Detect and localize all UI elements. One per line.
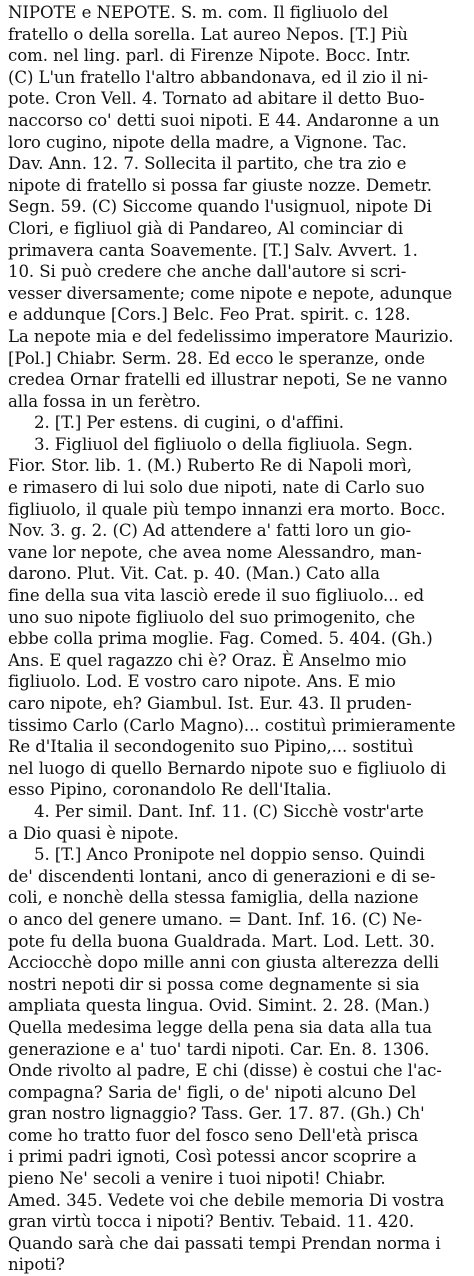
entry-text-line: Segn. 59. (C) Siccome quando l'usignuol, nipote Di (8, 197, 432, 217)
entry-text-line: Clori, e figliuol già di Pandareo, Al cominciar di (8, 218, 404, 238)
dictionary-entry-nipote (8, 2, 466, 1276)
sense-text-line: a Dio quasi è nipote. (8, 823, 179, 843)
entry-text-line: vesser diversamente; come nipote e nepote, adunque (8, 283, 453, 303)
sense-text-line: nipoti? (8, 1255, 65, 1275)
sense-text-line: generazione e a' tuo' tardi nipoti. Car. En. 8. 1306. (8, 1039, 430, 1059)
entry-text-line: e addunque [Cors.] Belc. Feo Prat. spirit. c. 128. (8, 305, 411, 325)
sense-text-line: de' discendenti lontani, anco di generazioni e di se- (8, 866, 436, 886)
sense-text-line: Fior. Stor. lib. 1. (M.) Ruberto Re di Napoli morì, (8, 456, 412, 476)
sense-heading-line: 3. Figliuol del figliuolo o della figliuola. Segn. (34, 434, 413, 454)
sense-text-line: gran nostro lignaggio? Tass. Ger. 17. 87. (Gh.) Ch' (8, 1104, 425, 1124)
sense-text-line: Re d'Italia il secondogenito suo Pipino,... sostituì (8, 737, 414, 757)
sense-text-line: o anco del genere umano. = Dant. Inf. 16. (C) Ne- (8, 909, 422, 929)
sense-text-line: fine della sua vita lasciò erede il suo figliuolo... ed (8, 586, 424, 606)
entry-text-line: alla fossa in un ferètro. (8, 391, 201, 411)
sense-text-line: figliuolo. Lod. E vostro caro nipote. Ans. E mio (8, 672, 396, 692)
sense-text-line: pieno Ne' secoli a venire i tuoi nipoti! Chiabr. (8, 1169, 386, 1189)
sense-text-line: coli, e nonchè della stessa famiglia, della nazione (8, 888, 419, 908)
entry-text-line: NIPOTE e NEPOTE. S. m. com. Il figliuolo del (8, 3, 389, 22)
sense-text-line: nostri nepoti dir si possa come degnamente si sia (8, 974, 420, 994)
sense-text-line: tissimo Carlo (Carlo Magno)... costituì primieramente (8, 715, 456, 735)
sense-text-line: caro nipote, eh? Giambul. Ist. Eur. 43. Il pruden- (8, 694, 412, 713)
sense-text-line: come ho tratto fuor del fosco seno Dell'età prisca (8, 1125, 419, 1145)
entry-text-line: naccorso co' detti suoi nipoti. E 44. Andaronne a un (8, 110, 440, 130)
entry-text-line: com. nel ling. parl. di Firenze Nipote. Bocc. Intr. (8, 46, 411, 66)
entry-text-line: 10. Si può credere che anche dall'autore si scri- (8, 262, 407, 282)
entry-text-line: pote. Cron Vell. 4. Tornato ad abitare il detto Buo- (8, 89, 425, 109)
entry-text-line: loro cugino, nipote della madre, a Vignone. Tac. (8, 132, 407, 152)
sense-text-line: compagna? Saria de' figli, o de' nipoti alcuno Del (8, 1082, 417, 1102)
sense-heading-line: 5. [T.] Anco Pronipote nel doppio senso. Quindi (34, 845, 425, 865)
entry-text-line: La nepote mia e del fedelissimo imperatore Maurizio. (8, 326, 454, 346)
entry-text-line: fratello o della sorella. Lat aureo Nepos. [T.] Più (8, 24, 408, 44)
sense-text-line: Ans. E quel ragazzo chi è? Oraz. È Anselmo mio (8, 650, 407, 670)
sense-text-line: vane lor nepote, che avea nome Alessandro, man- (8, 542, 422, 562)
sense-text-line: i primi padri ignoti, Così potessi ancor scoprire a (8, 1147, 417, 1167)
sense-text-line: Amed. 345. Vedete voi che debile memoria Di vostra (8, 1190, 445, 1210)
entry-text-line: [Pol.] Chiabr. Serm. 28. Ed ecco le speranze, onde (8, 348, 426, 368)
sense-text-line: Nov. 3. g. 2. (C) Ad attendere a' fatti loro un gio- (8, 521, 412, 541)
sense-text-line: e rimasero di lui solo due nipoti, nate di Carlo suo (8, 478, 425, 498)
entry-text-line: credea Ornar fratelli ed illustrar nepoti, Se ne vanno (8, 370, 448, 390)
entry-text-line: Dav. Ann. 12. 7. Sollecita il partito, che tra zio e (8, 154, 407, 174)
sense-text-line: Acciocchè dopo mille anni con giusta alterezza delli (8, 953, 439, 973)
sense-text-line: pote fu della buona Gualdrada. Mart. Lod. Lett. 30. (8, 931, 435, 951)
sense-text-line: esso Pipino, coronandolo Re dell'Italia. (8, 780, 332, 800)
sense-text-line: ampliata questa lingua. Ovid. Simint. 2. 28. (Man.) (8, 996, 430, 1016)
entry-text-line: nipote di fratello si possa far giuste nozze. Demetr. (8, 175, 432, 195)
sense-text-line: uno suo nipote figliuolo del suo primogenito, che (8, 607, 416, 627)
sense-text-line: figliuolo, il quale più tempo innanzi era morto. Bocc. (8, 499, 446, 519)
sense-text-line: Onde rivolto al padre, E chi (disse) è costui che l'ac- (8, 1061, 442, 1081)
sense-text-line: Quella medesima legge della pena sia data alla tua (8, 1017, 432, 1037)
sense-text-line: Quando sarà che dai passati tempi Prendan norma i (8, 1233, 441, 1253)
sense-heading-line: 4. Per simil. Dant. Inf. 11. (C) Sicchè vostr'arte (34, 801, 424, 821)
sense-text-line: gran virtù tocca i nipoti? Bentiv. Tebaid. 11. 420. (8, 1212, 415, 1232)
sense-text-line: nel luogo di quello Bernardo nipote suo e figliuolo di (8, 758, 446, 778)
entry-text-line: primavera canta Soavemente. [T.] Salv. Avvert. 1. (8, 240, 418, 260)
sense-text-line: darono. Plut. Vit. Cat. p. 40. (Man.) Cato alla (8, 564, 380, 584)
sense-heading-line: 2. [T.] Per estens. di cugini, o d'affini. (34, 413, 344, 433)
sense-text-line: ebbe colla prima moglie. Fag. Comed. 5. 404. (Gh.) (8, 629, 433, 649)
entry-text-line: (C) L'un fratello l'altro abbandonava, ed il zio il ni- (8, 67, 429, 87)
